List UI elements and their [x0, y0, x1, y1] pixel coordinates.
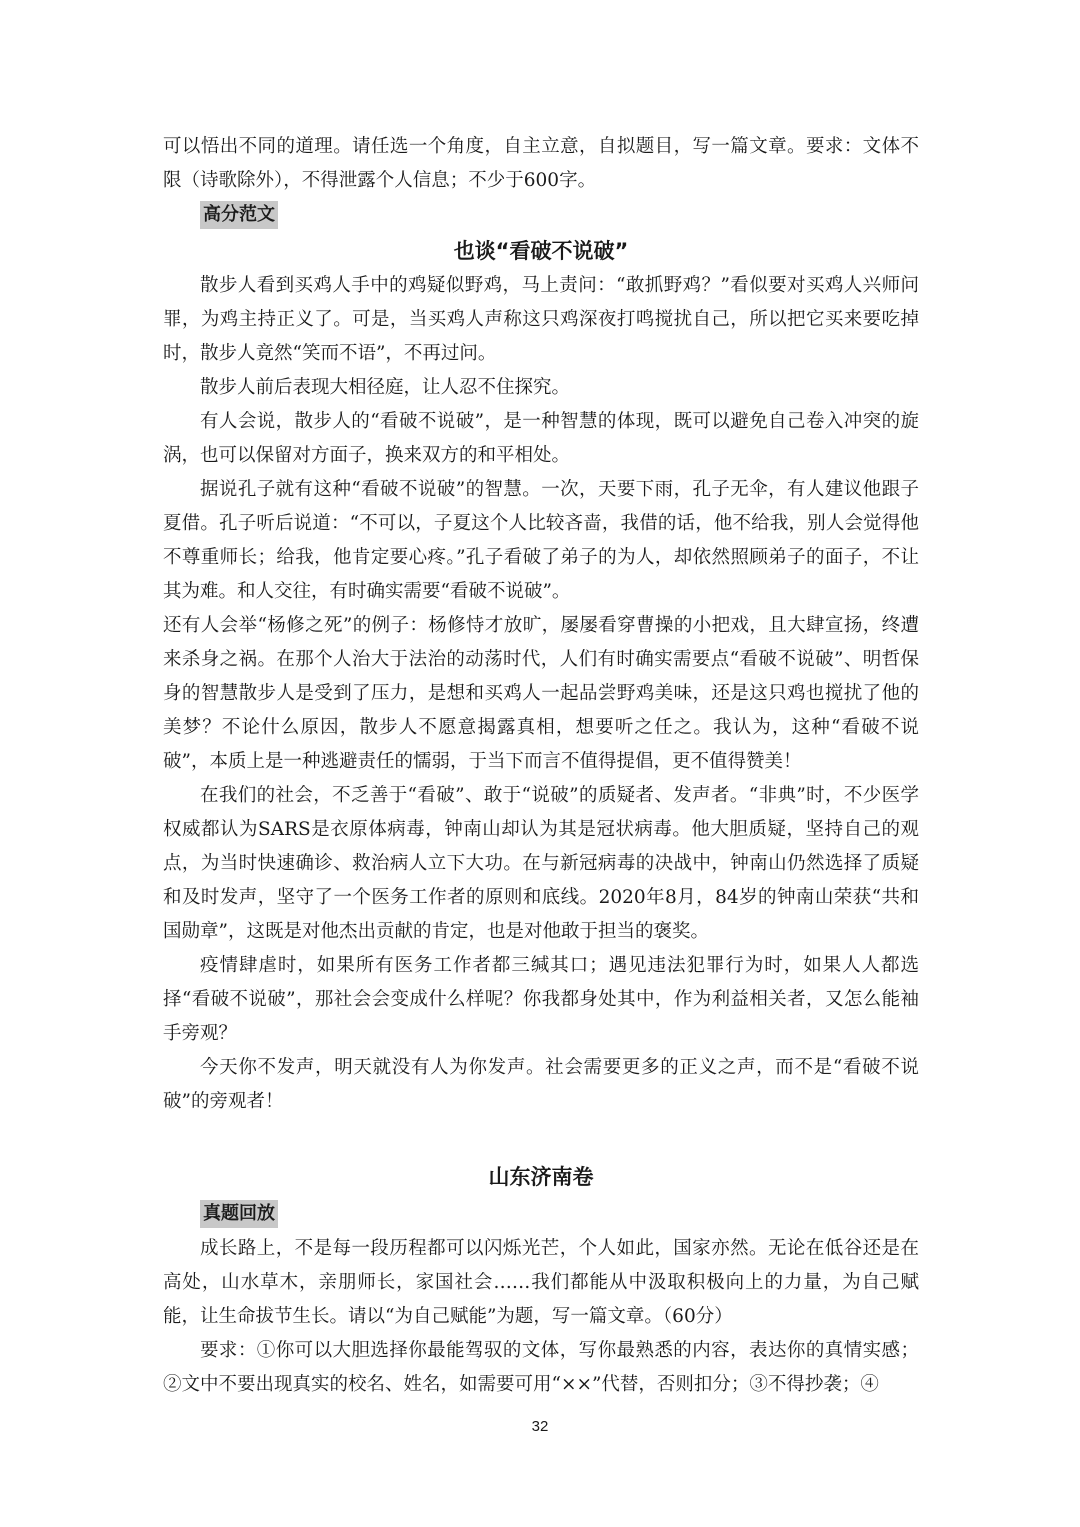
essay-title: 也谈“看破不说破”: [453, 239, 629, 263]
essay-paragraph-7: 疫情肆虐时，如果所有医务工作者都三缄其口；遇见违法犯罪行为时，如果人人都选择“看破不说破”，那社会会变成什么样呢？你我都身处其中，作为利益相关者，又怎么能袖手旁观？: [163, 955, 919, 1044]
essay-paragraph-5: 还有人会举“杨修之死”的例子：杨修恃才放旷，屡屡看穿曹操的小把戏，且大肆宣扬，终遭来杀身之祸。在那个人治大于法治的动荡时代，人们有时确实需要点“看破不说破”、明哲保身的智慧散步人是受到了压力，是想和买鸡人一起品尝野鸡美味，还是这只鸡也搅扰了他的美梦？不论什么原因，散步人不愿意揭露真相，想要听之任之。我认为，这种“看破不说破”，本质上是一种逃避责任的懦弱，于当下而言不值得提倡，更不值得赞美！: [163, 615, 919, 772]
prompt-paragraph-1: 成长路上，不是每一段历程都可以闪烁光芒，个人如此，国家亦然。无论在低谷还是在高处，山水草木，亲朋师长，家国社会……我们都能从中汲取积极向上的力量，为自己赋能，让生命拔节生长。请以“为自己赋能”为题，写一篇文章。（60分）: [163, 1238, 919, 1327]
essay-paragraph-1: 散步人看到买鸡人手中的鸡疑似野鸡，马上责问：“敢抓野鸡？”看似要对买鸡人兴师问罪，为鸡主持正义了。可是，当买鸡人声称这只鸡深夜打鸣搅扰自己，所以把它买来要吃掉时，散步人竟然“笑而不语”，不再过问。: [163, 275, 919, 364]
essay-paragraph-4: 据说孔子就有这种“看破不说破”的智慧。一次，天要下雨，孔子无伞，有人建议他跟子夏借。孔子听后说道：“不可以，子夏这个人比较吝啬，我借的话，他不给我，别人会觉得他不尊重师长；给我，他肯定要心疼。”孔子看破了弟子的为人，却依然照顾弟子的面子，不让其为难。和人交往，有时确实需要“看破不说破”。: [163, 479, 919, 602]
section-tag: 真题回放: [200, 1200, 278, 1228]
essay-paragraph-2: 散步人前后表现大相径庭，让人忍不住探究。: [200, 377, 571, 398]
essay-paragraph-6: 在我们的社会，不乏善于“看破”、敢于“说破”的质疑者、发声者。“非典”时，不少医学权威都认为SARS是衣原体病毒，钟南山却认为其是冠状病毒。他大胆质疑，坚持自己的观点，为当时快速确诊、救治病人立下大功。在与新冠病毒的决战中，钟南山仍然选择了质疑和及时发声，坚守了一个医务工作者的原则和底线。2020年8月，84岁的钟南山荣获“共和国勋章”，这既是对他杰出贡献的肯定，也是对他敢于担当的褒奖。: [163, 785, 919, 942]
essay-tag: 高分范文: [200, 201, 278, 229]
prompt-paragraph-2: 要求：①你可以大胆选择你最能驾驭的文体，写你最熟悉的内容，表达你的真情实感；②文中不要出现真实的校名、姓名，如需要可用“××”代替，否则扣分；③不得抄袭；④: [163, 1340, 919, 1395]
essay-paragraph-3: 有人会说，散步人的“看破不说破”，是一种智慧的体现，既可以避免自己卷入冲突的旋涡，也可以保留对方面子，换来双方的和平相处。: [163, 411, 919, 466]
page-number: 32: [531, 1418, 549, 1435]
section-title: 山东济南卷: [488, 1165, 594, 1189]
essay-paragraph-8: 今天你不发声，明天就没有人为你发声。社会需要更多的正义之声，而不是“看破不说破”的旁观者！: [163, 1057, 919, 1112]
intro-paragraph: 可以悟出不同的道理。请任选一个角度，自主立意，自拟题目，写一篇文章。要求：文体不限（诗歌除外），不得泄露个人信息；不少于600字。: [163, 136, 919, 191]
page-content: [163, 130, 919, 1402]
